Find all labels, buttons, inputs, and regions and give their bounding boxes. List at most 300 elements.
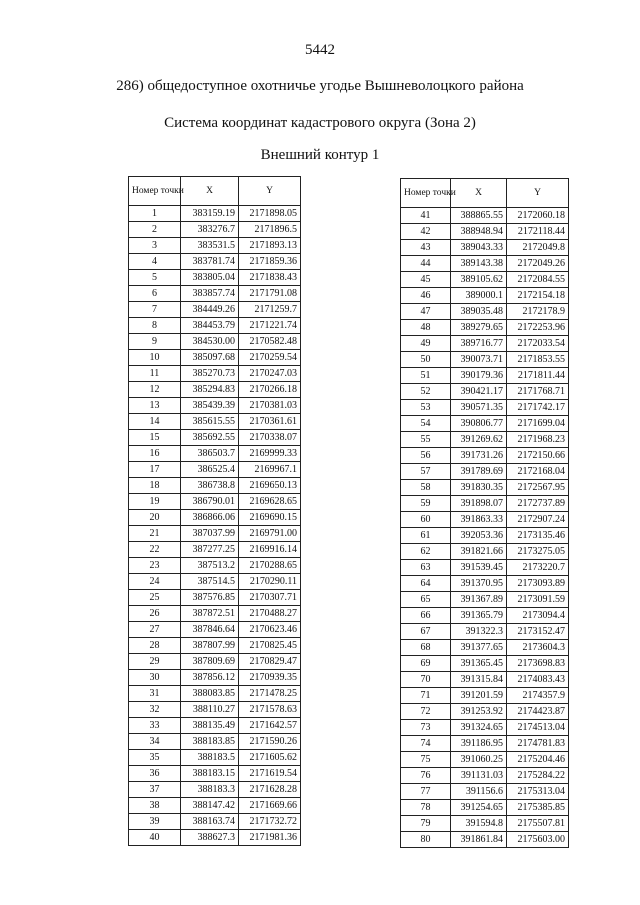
point-number-cell: 45 — [401, 272, 451, 288]
x-cell: 391367.89 — [451, 592, 507, 608]
point-number-cell: 14 — [129, 414, 181, 430]
table-row — [401, 816, 569, 832]
point-number-cell: 4 — [129, 254, 181, 270]
y-cell: 2171628.28 — [239, 782, 301, 798]
column-header-point-number: Номер точки — [401, 179, 451, 208]
table-row — [129, 766, 301, 782]
x-cell: 387809.69 — [181, 654, 239, 670]
point-number-cell: 80 — [401, 832, 451, 848]
y-cell: 2174083.43 — [507, 672, 569, 688]
x-cell: 388183.5 — [181, 750, 239, 766]
y-cell: 2170307.71 — [239, 590, 301, 606]
x-cell: 387576.85 — [181, 590, 239, 606]
y-cell: 2173094.4 — [507, 608, 569, 624]
x-cell: 387513.2 — [181, 558, 239, 574]
x-cell: 388183.85 — [181, 734, 239, 750]
table-row — [129, 398, 301, 414]
table-row — [129, 462, 301, 478]
y-cell: 2172049.26 — [507, 256, 569, 272]
x-cell: 389716.77 — [451, 336, 507, 352]
x-cell: 388627.3 — [181, 830, 239, 846]
column-header-x: X — [181, 177, 239, 206]
point-number-cell: 32 — [129, 702, 181, 718]
point-number-cell: 71 — [401, 688, 451, 704]
x-cell: 391156.6 — [451, 784, 507, 800]
x-cell: 391365.79 — [451, 608, 507, 624]
y-cell: 2169967.1 — [239, 462, 301, 478]
table-row — [129, 494, 301, 510]
y-cell: 2174513.04 — [507, 720, 569, 736]
x-cell: 391377.65 — [451, 640, 507, 656]
x-cell: 386738.8 — [181, 478, 239, 494]
x-cell: 391322.3 — [451, 624, 507, 640]
point-number-cell: 47 — [401, 304, 451, 320]
point-number-cell: 79 — [401, 816, 451, 832]
x-cell: 389279.65 — [451, 320, 507, 336]
table-row — [129, 510, 301, 526]
y-cell: 2170361.61 — [239, 414, 301, 430]
x-cell: 391269.62 — [451, 432, 507, 448]
x-cell: 383857.74 — [181, 286, 239, 302]
point-number-cell: 20 — [129, 510, 181, 526]
point-number-cell: 42 — [401, 224, 451, 240]
x-cell: 385097.68 — [181, 350, 239, 366]
table-row — [129, 558, 301, 574]
table-row — [129, 286, 301, 302]
y-cell: 2170338.07 — [239, 430, 301, 446]
point-number-cell: 39 — [129, 814, 181, 830]
table-row — [401, 576, 569, 592]
x-cell: 383531.5 — [181, 238, 239, 254]
point-number-cell: 5 — [129, 270, 181, 286]
x-cell: 387846.64 — [181, 622, 239, 638]
table-row — [401, 544, 569, 560]
table-row — [401, 672, 569, 688]
point-number-cell: 53 — [401, 400, 451, 416]
point-number-cell: 54 — [401, 416, 451, 432]
y-cell: 2173091.59 — [507, 592, 569, 608]
x-cell: 389000.1 — [451, 288, 507, 304]
table-row — [401, 384, 569, 400]
table-header-row — [129, 177, 301, 206]
table-row — [401, 768, 569, 784]
x-cell: 389105.62 — [451, 272, 507, 288]
point-number-cell: 74 — [401, 736, 451, 752]
x-cell: 385270.73 — [181, 366, 239, 382]
x-cell: 391830.35 — [451, 480, 507, 496]
point-number-cell: 77 — [401, 784, 451, 800]
x-cell: 388183.15 — [181, 766, 239, 782]
point-number-cell: 55 — [401, 432, 451, 448]
point-number-cell: 7 — [129, 302, 181, 318]
point-number-cell: 69 — [401, 656, 451, 672]
point-number-cell: 44 — [401, 256, 451, 272]
y-cell: 2172060.18 — [507, 208, 569, 224]
x-cell: 390571.35 — [451, 400, 507, 416]
point-number-cell: 49 — [401, 336, 451, 352]
point-number-cell: 78 — [401, 800, 451, 816]
table-row — [129, 702, 301, 718]
y-cell: 2172567.95 — [507, 480, 569, 496]
y-cell: 2173275.05 — [507, 544, 569, 560]
column-header-y: Y — [507, 179, 569, 208]
x-cell: 391898.07 — [451, 496, 507, 512]
table-row — [401, 800, 569, 816]
y-cell: 2170939.35 — [239, 670, 301, 686]
table-row — [129, 782, 301, 798]
x-cell: 390073.71 — [451, 352, 507, 368]
point-number-cell: 62 — [401, 544, 451, 560]
y-cell: 2173093.89 — [507, 576, 569, 592]
table-body-left — [129, 206, 301, 846]
x-cell: 391060.25 — [451, 752, 507, 768]
y-cell: 2175204.46 — [507, 752, 569, 768]
y-cell: 2174781.83 — [507, 736, 569, 752]
x-cell: 388083.85 — [181, 686, 239, 702]
table-row — [401, 256, 569, 272]
table-row — [129, 318, 301, 334]
point-number-cell: 10 — [129, 350, 181, 366]
table-row — [401, 448, 569, 464]
table-row — [129, 542, 301, 558]
table-row — [129, 302, 301, 318]
coordinates-table-left — [128, 176, 301, 846]
table-row — [129, 334, 301, 350]
y-cell: 2175284.22 — [507, 768, 569, 784]
table-row — [401, 528, 569, 544]
x-cell: 391789.69 — [451, 464, 507, 480]
y-cell: 2171590.26 — [239, 734, 301, 750]
y-cell: 2171898.05 — [239, 206, 301, 222]
x-cell: 388948.94 — [451, 224, 507, 240]
table-row — [129, 750, 301, 766]
y-cell: 2172033.54 — [507, 336, 569, 352]
table-row — [401, 624, 569, 640]
y-cell: 2170623.46 — [239, 622, 301, 638]
point-number-cell: 23 — [129, 558, 181, 574]
point-number-cell: 12 — [129, 382, 181, 398]
point-number-cell: 59 — [401, 496, 451, 512]
x-cell: 386525.4 — [181, 462, 239, 478]
x-cell: 390179.36 — [451, 368, 507, 384]
y-cell: 2172118.44 — [507, 224, 569, 240]
point-number-cell: 68 — [401, 640, 451, 656]
column-header-x: X — [451, 179, 507, 208]
y-cell: 2172154.18 — [507, 288, 569, 304]
x-cell: 388163.74 — [181, 814, 239, 830]
y-cell: 2169628.65 — [239, 494, 301, 510]
point-number-cell: 28 — [129, 638, 181, 654]
table-row — [401, 512, 569, 528]
table-row — [401, 720, 569, 736]
table-row — [401, 736, 569, 752]
y-cell: 2173604.3 — [507, 640, 569, 656]
y-cell: 2175603.00 — [507, 832, 569, 848]
table-row — [401, 272, 569, 288]
table-row — [129, 238, 301, 254]
coordinate-system-title: Система координат кадастрового округа (Зона 2) — [164, 115, 476, 131]
table-row — [401, 320, 569, 336]
point-number-cell: 17 — [129, 462, 181, 478]
table-row — [401, 368, 569, 384]
point-number-cell: 40 — [129, 830, 181, 846]
x-cell: 388183.3 — [181, 782, 239, 798]
point-number-cell: 30 — [129, 670, 181, 686]
table-row — [401, 464, 569, 480]
y-cell: 2172253.96 — [507, 320, 569, 336]
point-number-cell: 70 — [401, 672, 451, 688]
point-number-cell: 73 — [401, 720, 451, 736]
point-number-cell: 57 — [401, 464, 451, 480]
y-cell: 2174423.87 — [507, 704, 569, 720]
table-row — [401, 240, 569, 256]
point-number-cell: 22 — [129, 542, 181, 558]
point-number-cell: 25 — [129, 590, 181, 606]
y-cell: 2171893.13 — [239, 238, 301, 254]
x-cell: 391731.26 — [451, 448, 507, 464]
x-cell: 387037.99 — [181, 526, 239, 542]
table-row — [401, 224, 569, 240]
point-number-cell: 41 — [401, 208, 451, 224]
y-cell: 2171221.74 — [239, 318, 301, 334]
point-number-cell: 36 — [129, 766, 181, 782]
y-cell: 2170488.27 — [239, 606, 301, 622]
x-cell: 391821.66 — [451, 544, 507, 560]
table-row — [129, 414, 301, 430]
y-cell: 2171619.54 — [239, 766, 301, 782]
table-row — [129, 654, 301, 670]
table-body-right — [401, 208, 569, 848]
x-cell: 391594.8 — [451, 816, 507, 832]
table-row — [401, 336, 569, 352]
y-cell: 2171838.43 — [239, 270, 301, 286]
point-number-cell: 76 — [401, 768, 451, 784]
y-cell: 2171981.36 — [239, 830, 301, 846]
x-cell: 385692.55 — [181, 430, 239, 446]
y-cell: 2171669.66 — [239, 798, 301, 814]
y-cell: 2171642.57 — [239, 718, 301, 734]
table-row — [129, 382, 301, 398]
table-row — [129, 478, 301, 494]
point-number-cell: 56 — [401, 448, 451, 464]
table-row — [401, 752, 569, 768]
x-cell: 391186.95 — [451, 736, 507, 752]
x-cell: 384530.00 — [181, 334, 239, 350]
table-row — [401, 704, 569, 720]
table-row — [401, 208, 569, 224]
table-row — [401, 480, 569, 496]
x-cell: 389143.38 — [451, 256, 507, 272]
x-cell: 391861.84 — [451, 832, 507, 848]
y-cell: 2169791.00 — [239, 526, 301, 542]
x-cell: 390421.17 — [451, 384, 507, 400]
x-cell: 391201.59 — [451, 688, 507, 704]
point-number-cell: 51 — [401, 368, 451, 384]
table-row — [129, 446, 301, 462]
table-row — [401, 784, 569, 800]
table-row — [129, 686, 301, 702]
contour-title: Внешний контур 1 — [260, 147, 380, 163]
point-number-cell: 2 — [129, 222, 181, 238]
point-number-cell: 34 — [129, 734, 181, 750]
point-number-cell: 58 — [401, 480, 451, 496]
table-row — [129, 574, 301, 590]
x-cell: 391324.65 — [451, 720, 507, 736]
y-cell: 2175385.85 — [507, 800, 569, 816]
point-number-cell: 15 — [129, 430, 181, 446]
y-cell: 2170247.03 — [239, 366, 301, 382]
x-cell: 391254.65 — [451, 800, 507, 816]
point-number-cell: 75 — [401, 752, 451, 768]
y-cell: 2171768.71 — [507, 384, 569, 400]
point-number-cell: 21 — [129, 526, 181, 542]
table-row — [401, 416, 569, 432]
point-number-cell: 19 — [129, 494, 181, 510]
column-header-y: Y — [239, 177, 301, 206]
y-cell: 2170259.54 — [239, 350, 301, 366]
x-cell: 389035.48 — [451, 304, 507, 320]
table-row — [129, 606, 301, 622]
x-cell: 391253.92 — [451, 704, 507, 720]
point-number-cell: 29 — [129, 654, 181, 670]
table-row — [401, 352, 569, 368]
table-row — [401, 304, 569, 320]
table-row — [129, 254, 301, 270]
x-cell: 388110.27 — [181, 702, 239, 718]
x-cell: 385439.39 — [181, 398, 239, 414]
y-cell: 2170290.11 — [239, 574, 301, 590]
point-number-cell: 46 — [401, 288, 451, 304]
y-cell: 2171732.72 — [239, 814, 301, 830]
table-row — [401, 496, 569, 512]
y-cell: 2170288.65 — [239, 558, 301, 574]
x-cell: 391370.95 — [451, 576, 507, 592]
point-number-cell: 65 — [401, 592, 451, 608]
point-number-cell: 3 — [129, 238, 181, 254]
point-number-cell: 26 — [129, 606, 181, 622]
x-cell: 386866.06 — [181, 510, 239, 526]
table-row — [129, 670, 301, 686]
x-cell: 392053.36 — [451, 528, 507, 544]
y-cell: 2172907.24 — [507, 512, 569, 528]
table-row — [129, 814, 301, 830]
table-row — [129, 718, 301, 734]
page-number: 5442 — [305, 42, 335, 58]
y-cell: 2171578.63 — [239, 702, 301, 718]
x-cell: 383805.04 — [181, 270, 239, 286]
x-cell: 385294.83 — [181, 382, 239, 398]
y-cell: 2169690.15 — [239, 510, 301, 526]
point-number-cell: 63 — [401, 560, 451, 576]
y-cell: 2169916.14 — [239, 542, 301, 558]
point-number-cell: 1 — [129, 206, 181, 222]
y-cell: 2174357.9 — [507, 688, 569, 704]
y-cell: 2171742.17 — [507, 400, 569, 416]
table-row — [401, 400, 569, 416]
point-number-cell: 72 — [401, 704, 451, 720]
table-header-row — [401, 179, 569, 208]
point-number-cell: 35 — [129, 750, 181, 766]
y-cell: 2173152.47 — [507, 624, 569, 640]
y-cell: 2173135.46 — [507, 528, 569, 544]
y-cell: 2172049.8 — [507, 240, 569, 256]
y-cell: 2170266.18 — [239, 382, 301, 398]
y-cell: 2170381.03 — [239, 398, 301, 414]
table-row — [129, 222, 301, 238]
table-row — [401, 288, 569, 304]
x-cell: 386790.01 — [181, 494, 239, 510]
point-number-cell: 43 — [401, 240, 451, 256]
table-row — [401, 432, 569, 448]
y-cell: 2169650.13 — [239, 478, 301, 494]
point-number-cell: 31 — [129, 686, 181, 702]
table-row — [129, 590, 301, 606]
point-number-cell: 66 — [401, 608, 451, 624]
y-cell: 2172737.89 — [507, 496, 569, 512]
x-cell: 387277.25 — [181, 542, 239, 558]
y-cell: 2170825.45 — [239, 638, 301, 654]
x-cell: 383276.7 — [181, 222, 239, 238]
x-cell: 387807.99 — [181, 638, 239, 654]
table-row — [401, 560, 569, 576]
table-row — [129, 526, 301, 542]
y-cell: 2171853.55 — [507, 352, 569, 368]
document-heading: 286) общедоступное охотничье угодье Вышневолоцкого района — [116, 78, 524, 94]
x-cell: 388865.55 — [451, 208, 507, 224]
point-number-cell: 64 — [401, 576, 451, 592]
x-cell: 387514.5 — [181, 574, 239, 590]
point-number-cell: 24 — [129, 574, 181, 590]
point-number-cell: 9 — [129, 334, 181, 350]
table-row — [129, 350, 301, 366]
y-cell: 2171259.7 — [239, 302, 301, 318]
point-number-cell: 6 — [129, 286, 181, 302]
table-row — [129, 734, 301, 750]
point-number-cell: 16 — [129, 446, 181, 462]
x-cell: 388147.42 — [181, 798, 239, 814]
y-cell: 2175313.04 — [507, 784, 569, 800]
x-cell: 384453.79 — [181, 318, 239, 334]
table-row — [129, 830, 301, 846]
table-row — [401, 832, 569, 848]
table-row — [401, 640, 569, 656]
x-cell: 389043.33 — [451, 240, 507, 256]
x-cell: 387872.51 — [181, 606, 239, 622]
table-row — [129, 206, 301, 222]
y-cell: 2172178.9 — [507, 304, 569, 320]
point-number-cell: 61 — [401, 528, 451, 544]
point-number-cell: 50 — [401, 352, 451, 368]
x-cell: 388135.49 — [181, 718, 239, 734]
x-cell: 390806.77 — [451, 416, 507, 432]
table-row — [129, 798, 301, 814]
x-cell: 391539.45 — [451, 560, 507, 576]
point-number-cell: 8 — [129, 318, 181, 334]
point-number-cell: 48 — [401, 320, 451, 336]
x-cell: 391315.84 — [451, 672, 507, 688]
x-cell: 385615.55 — [181, 414, 239, 430]
y-cell: 2172084.55 — [507, 272, 569, 288]
table-row — [129, 638, 301, 654]
point-number-cell: 37 — [129, 782, 181, 798]
x-cell: 383781.74 — [181, 254, 239, 270]
coordinates-table-right — [400, 178, 569, 848]
y-cell: 2171791.08 — [239, 286, 301, 302]
x-cell: 386503.7 — [181, 446, 239, 462]
x-cell: 383159.19 — [181, 206, 239, 222]
x-cell: 391131.03 — [451, 768, 507, 784]
y-cell: 2171699.04 — [507, 416, 569, 432]
